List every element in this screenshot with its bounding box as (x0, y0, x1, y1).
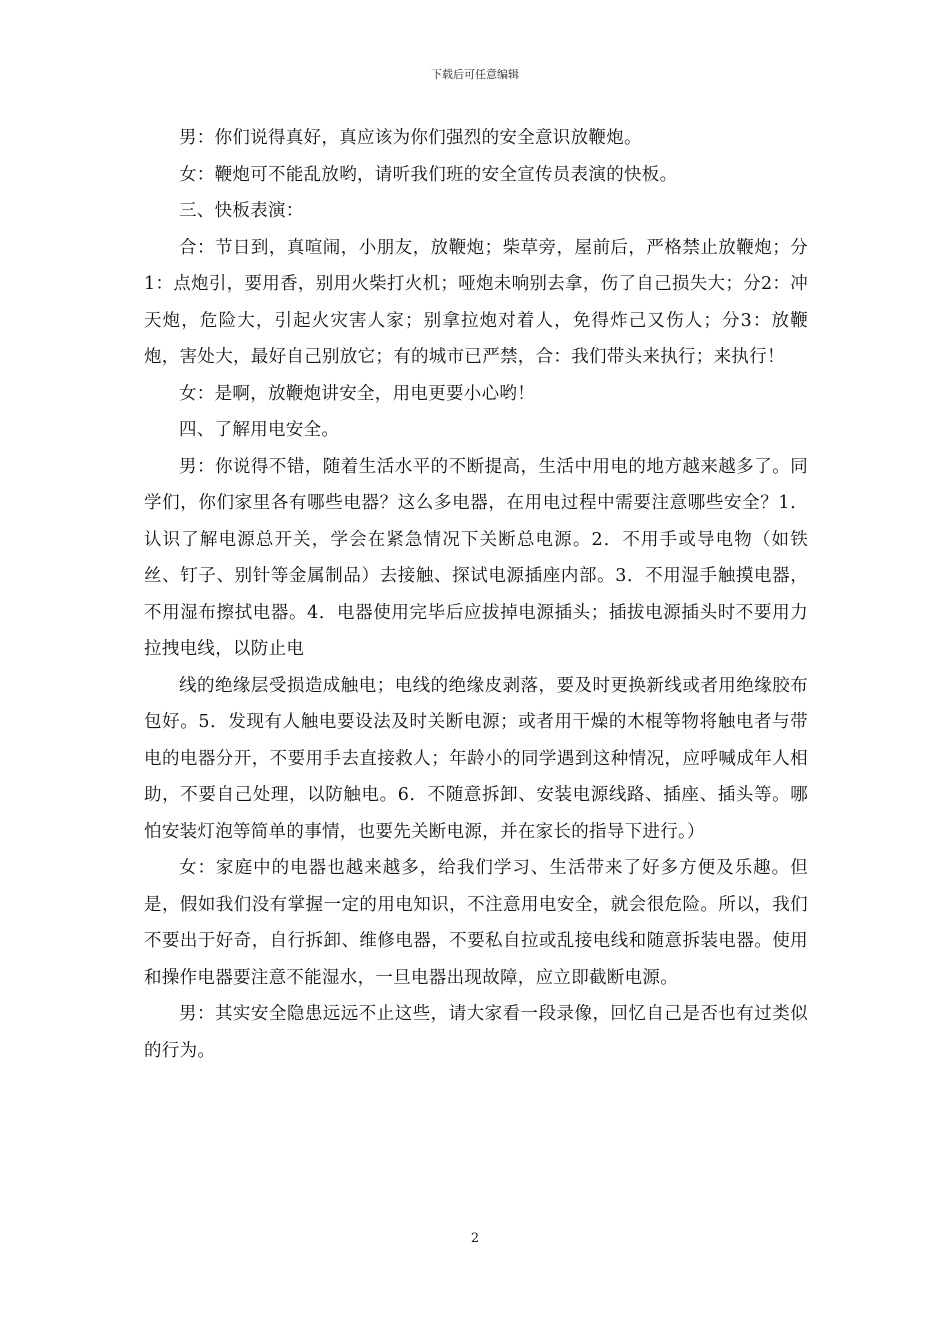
paragraph-1: 男：你们说得真好，真应该为你们强烈的安全意识放鞭炮。 (179, 128, 642, 148)
paragraph-kuaiban: 合：节日到，真喧闹，小朋友，放鞭炮；柴草旁，屋前后，严格禁止放鞭炮；分1：点炮引，要用香，别用火柴打火机；哑炮未响别去拿，伤了自己损失大；分2：冲天炮，危险大，引起火灾害人家；别拿拉炮对着人，免得炸己又伤人；分3：放鞭炮，害处大，最好自己别放它；有的城市已严禁，合：我们带头来执行；来执行！ (144, 237, 808, 367)
paragraph-closing: 男：其实安全隐患远远不止这些，请大家看一段录像，回忆自己是否也有过类似的行为。 (144, 1004, 808, 1061)
paragraph-electric-safety-1: 男：你说得不错，随着生活水平的不断提高，生活中用电的地方越来越多了。同学们，你们家里各有哪些电器？这么多电器，在用电过程中需要注意哪些安全？1．认识了解电源总开关，学会在紧急情况下关断总电源。2．不用手或导电物（如铁丝、钉子、别针等金属制品）去接触、探试电源插座内部。3．不用湿手触摸电器，不用湿布擦拭电器。4．电器使用完毕后应拔掉电源插头；插拔电源插头时不要用力拉拽电线，以防止电 (144, 456, 808, 659)
section-heading-4: 四、了解用电安全。 (179, 420, 340, 440)
page-header-note: 下载后可任意编辑 (431, 68, 519, 81)
paragraph-electric-safety-2: 线的绝缘层受损造成触电；电线的绝缘皮剥落，要及时更换新线或者用绝缘胶布包好。5．发现有人触电要设法及时关断电源；或者用干燥的木棍等物将触电者与带电的电器分开，不要用手去直接救人；年龄小的同学遇到这种情况，应呼喊成年人相助，不要自己处理，以防触电。6．不随意拆卸、安装电源线路、插座、插头等。哪怕安装灯泡等简单的事情，也要先关断电源，并在家长的指导下进行。） (144, 675, 808, 842)
document-body (144, 120, 808, 1069)
paragraph-household-appliances: 女：家庭中的电器也越来越多，给我们学习、生活带来了好多方便及乐趣。但是，假如我们没有掌握一定的用电知识，不注意用电安全，就会很危险。所以，我们不要出于好奇，自行拆卸、维修电器，不要私自拉或乱接电线和随意拆装电器。使用和操作电器要注意不能湿水，一旦电器出现故障，应立即截断电源。 (144, 858, 808, 988)
page-number: 2 (470, 1231, 480, 1246)
section-heading-3: 三、快板表演： (179, 201, 304, 221)
paragraph-5: 女：是啊，放鞭炮讲安全，用电更要小心哟！ (179, 383, 535, 404)
paragraph-2: 女：鞭炮可不能乱放哟，请听我们班的安全宣传员表演的快板。 (179, 164, 678, 185)
